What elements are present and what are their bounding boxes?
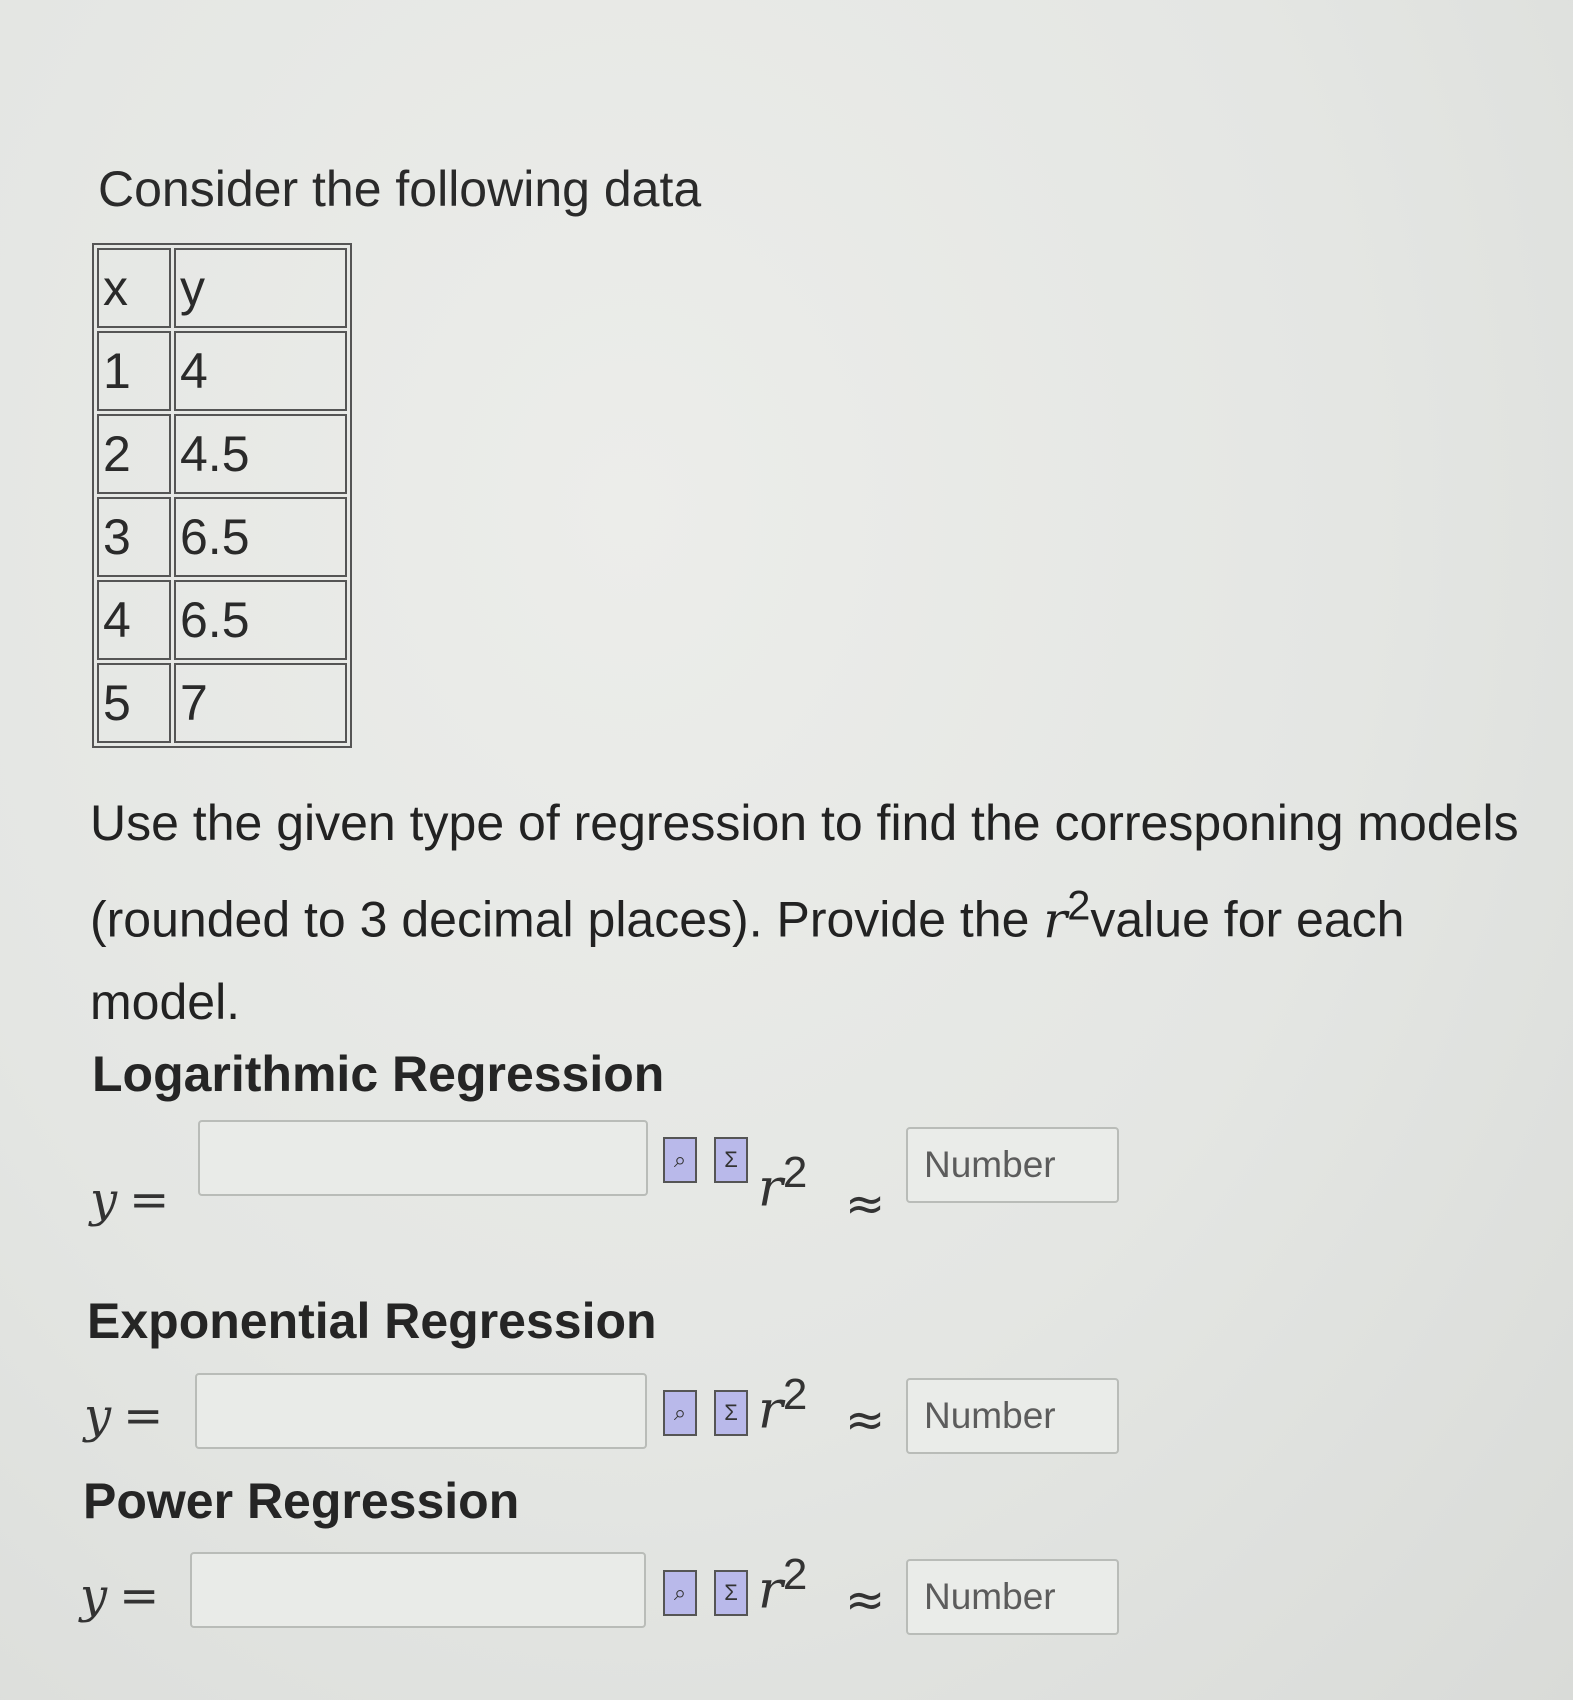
preview-icon[interactable]: ⌕ [663, 1137, 697, 1183]
cell-y: 4 [174, 331, 347, 411]
column-header-x: x [97, 248, 171, 328]
cell-x: 2 [97, 414, 171, 494]
r-squared-label: $r^2$ [758, 1370, 808, 1441]
approx-symbol: ≈ [845, 1572, 886, 1628]
intro-text: Consider the following data [98, 161, 702, 217]
instructions-part2: value for each model. [90, 891, 1405, 1030]
approx-symbol: ≈ [845, 1392, 886, 1448]
preview-icon[interactable]: ⌕ [663, 1570, 697, 1616]
instructions-text [90, 782, 1530, 1043]
column-header-y: y [174, 248, 347, 328]
cell-y: 6.5 [174, 497, 347, 577]
logarithmic-regression-heading: Logarithmic Regression [92, 1046, 665, 1102]
table-header-row [97, 248, 347, 328]
table-row [97, 331, 347, 411]
sigma-icon[interactable]: Σ [714, 1390, 748, 1436]
power-r-squared-input[interactable] [906, 1559, 1119, 1635]
exponential-model-input[interactable] [195, 1373, 647, 1449]
cell-x: 5 [97, 663, 171, 743]
approx-symbol: ≈ [845, 1176, 886, 1232]
preview-icon[interactable]: ⌕ [663, 1390, 697, 1436]
r-squared-label: $r^2$ [758, 1550, 808, 1621]
cell-x: 1 [97, 331, 171, 411]
r-squared-label: $r^2$ [758, 1148, 808, 1219]
exponential-r-squared-input[interactable] [906, 1378, 1119, 1454]
table-row [97, 497, 347, 577]
cell-x: 4 [97, 580, 171, 660]
cell-y: 6.5 [174, 580, 347, 660]
r-squared-symbol: $r^2$ [1043, 881, 1091, 949]
table-row [97, 663, 347, 743]
table-row [97, 414, 347, 494]
y-equals-label: y = [84, 1388, 164, 1444]
y-equals-label: y = [90, 1172, 170, 1228]
sigma-icon[interactable]: Σ [714, 1137, 748, 1183]
power-model-input[interactable] [190, 1552, 646, 1628]
instructions-part1: Use the given type of regression to find the corresponing models (rounded to 3 decimal places). Provide the [90, 795, 1519, 948]
data-table [92, 243, 352, 748]
table-row [97, 580, 347, 660]
logarithmic-r-squared-input[interactable] [906, 1127, 1119, 1203]
power-regression-heading: Power Regression [83, 1473, 520, 1529]
logarithmic-model-input[interactable] [198, 1120, 648, 1196]
sigma-icon[interactable]: Σ [714, 1570, 748, 1616]
exponential-regression-heading: Exponential Regression [87, 1293, 657, 1349]
y-equals-label: y = [80, 1568, 160, 1624]
cell-y: 7 [174, 663, 347, 743]
cell-y: 4.5 [174, 414, 347, 494]
cell-x: 3 [97, 497, 171, 577]
